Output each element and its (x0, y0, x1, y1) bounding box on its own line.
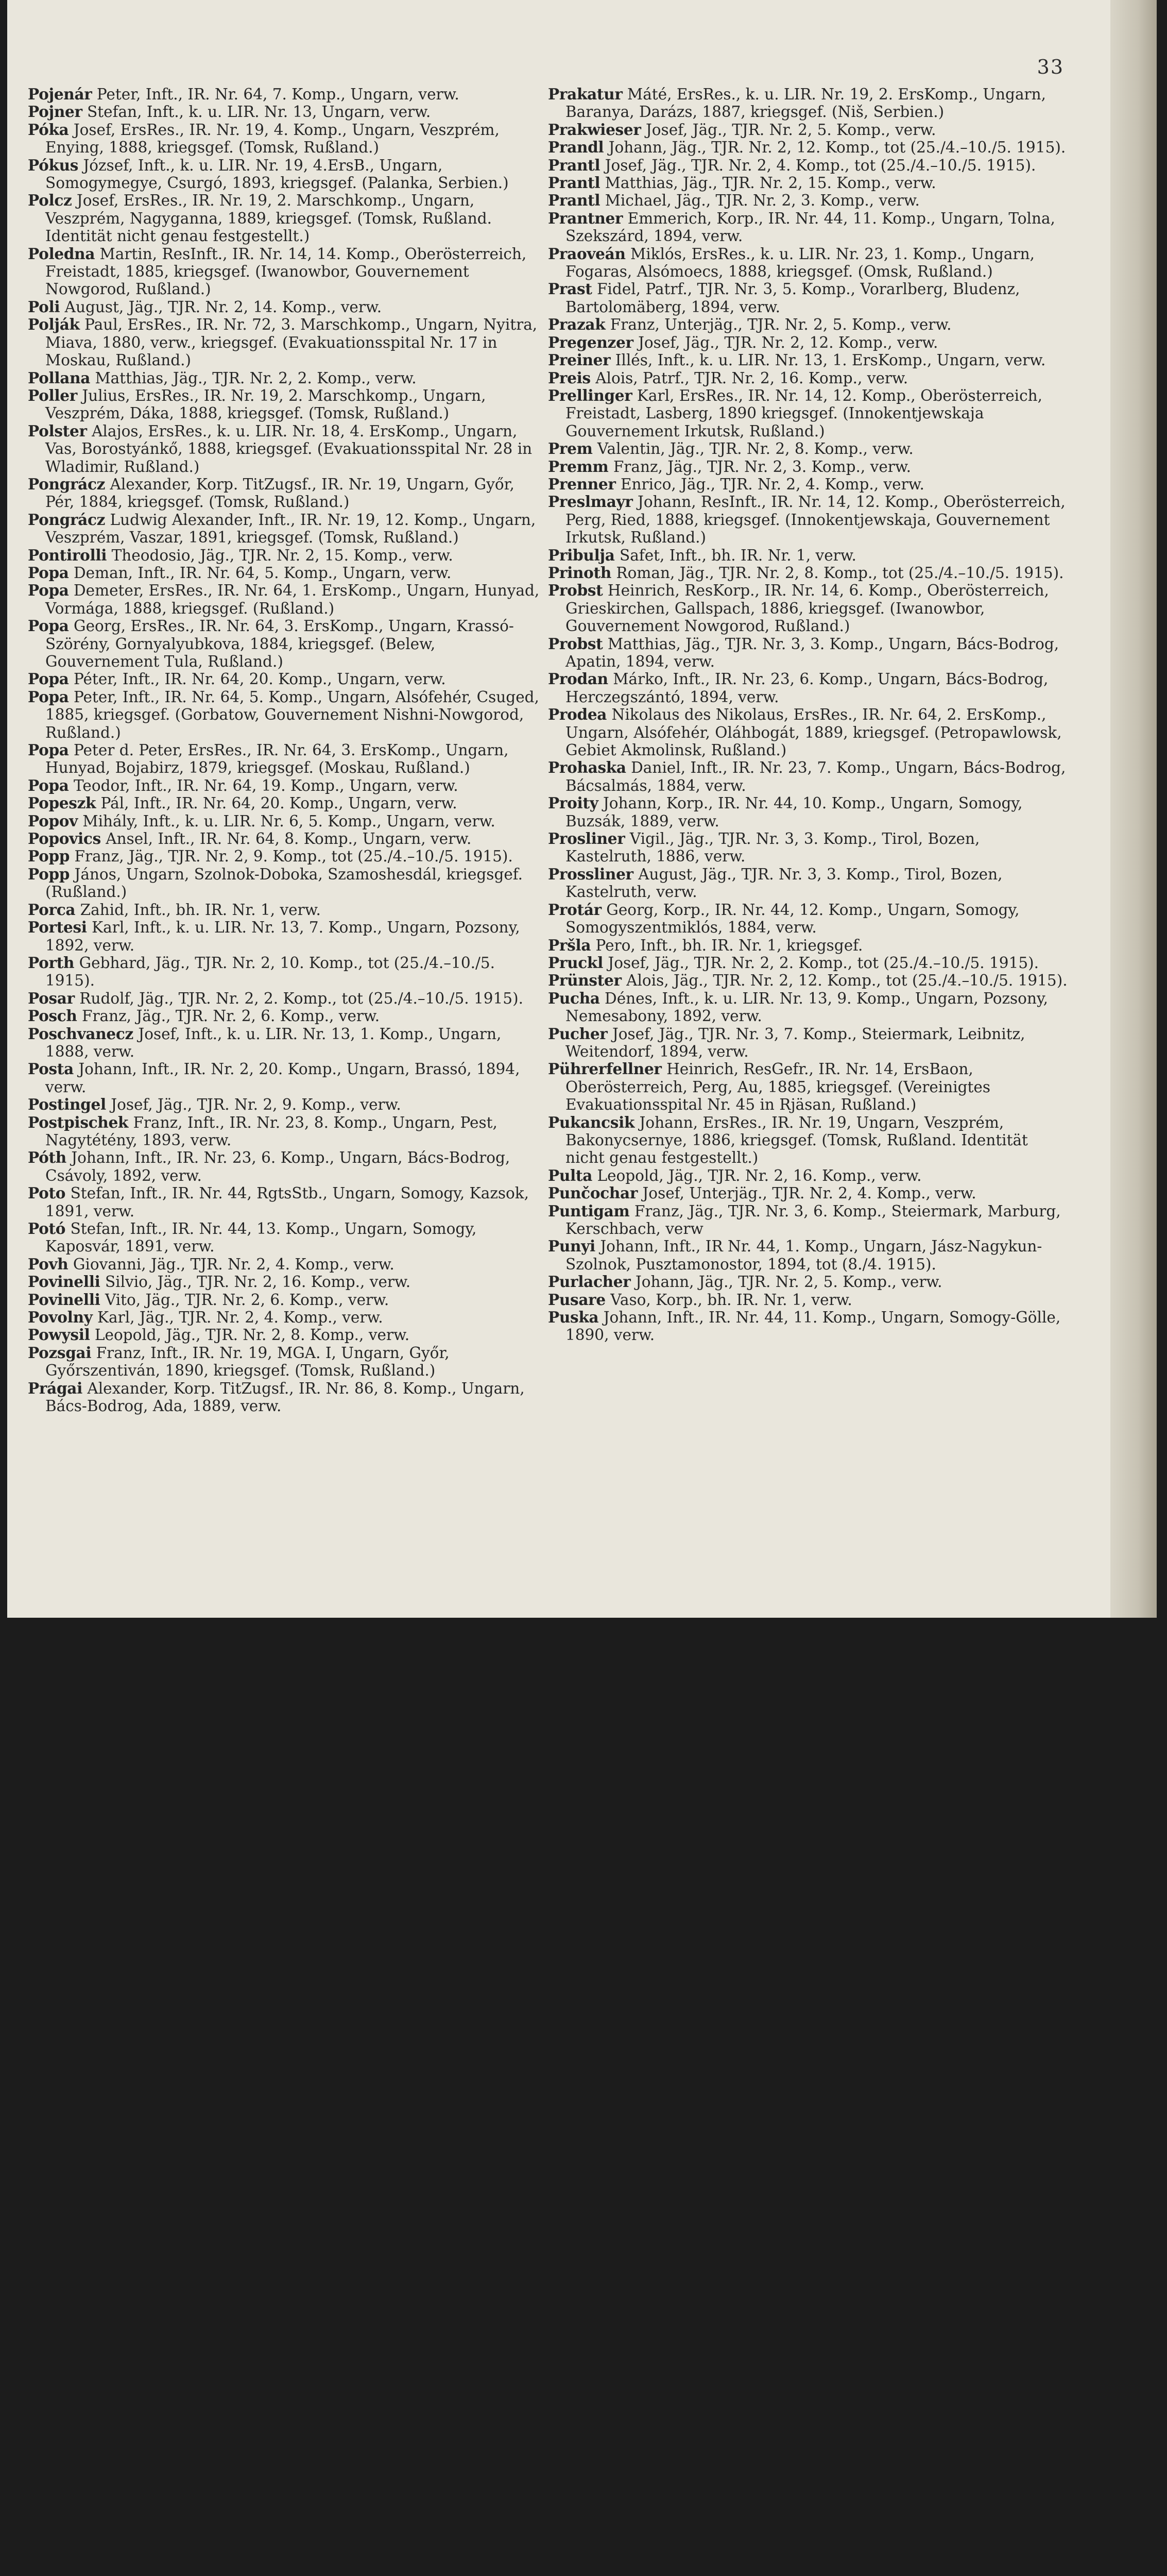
entry-details: Vito, Jäg., TJR. Nr. 2, 6. Komp., verw. (105, 1291, 389, 1309)
list-item (28, 1007, 548, 1025)
list-item (548, 86, 1068, 121)
list-item (548, 1025, 1068, 1061)
list-item (28, 564, 548, 582)
entry-details: Paul, ErsRes., IR. Nr. 72, 3. Marschkomp., Ungarn, Nyitra, Miava, 1880, verw., kriegsgef. (Evakuationsspital Nr. 17 in Moskau, Rußland.) (45, 316, 538, 369)
entry-details: Karl, Inft., k. u. LIR. Nr. 13, 7. Komp., Ungarn, Pozsony, 1892, verw. (45, 919, 520, 954)
list-item (548, 670, 1068, 706)
list-item (28, 422, 548, 476)
entry-surname: Pruckl (548, 953, 603, 972)
entry-surname: Pršla (548, 936, 591, 954)
entry-details: Heinrich, ResKorp., IR. Nr. 14, 6. Komp., Oberösterreich, Grieskirchen, Gallspach, 1886, kriegsgef. (Iwanowbor, Gouvernement Nowgorod, Rußland.) (565, 582, 1049, 635)
entry-surname: Proity (548, 794, 598, 812)
list-item (548, 866, 1068, 901)
list-item (548, 990, 1068, 1025)
list-item (28, 582, 548, 617)
entry-surname: Popovics (28, 829, 101, 848)
entry-surname: Posta (28, 1060, 74, 1078)
entry-details: Johann, Inft., IR. Nr. 23, 6. Komp., Ungarn, Bács-Bodrog, Csávoly, 1892, verw. (45, 1149, 510, 1184)
list-item (28, 1309, 548, 1326)
entry-details: Safet, Inft., bh. IR. Nr. 1, verw. (620, 546, 856, 564)
entry-details: Karl, Jäg., TJR. Nr. 2, 4. Komp., verw. (97, 1309, 383, 1327)
entry-details: Vigil., Jäg., TJR. Nr. 3, 3. Komp., Tirol, Bozen, Kastelruth, 1886, verw. (565, 830, 980, 866)
entry-surname: Portesi (28, 918, 87, 937)
list-item (28, 1326, 548, 1344)
entry-details: Josef, ErsRes., IR. Nr. 19, 2. Marschkomp., Ungarn, Veszprém, Nagyganna, 1889, kriegsgef. (Tomsk, Rußland. Identität nicht genau festgestellt.) (45, 192, 492, 245)
list-item (548, 901, 1068, 937)
entry-details: Julius, ErsRes., IR. Nr. 19, 2. Marschkomp., Ungarn, Veszprém, Dáka, 1888, kriegsgef. (Tomsk, Rußland.) (45, 386, 486, 422)
right-column (548, 86, 1068, 1344)
entry-details: Theodosio, Jäg., TJR. Nr. 2, 15. Komp., verw. (111, 546, 453, 564)
entry-surname: Posar (28, 989, 75, 1007)
entry-details: Alois, Patrf., TJR. Nr. 2, 16. Komp., verw. (595, 369, 908, 387)
entry-details: Franz, Jäg., TJR. Nr. 2, 9. Komp., tot (25./4.–10./5. 1915). (74, 848, 513, 866)
list-item (548, 121, 1068, 139)
entry-surname: Postpischek (28, 1113, 129, 1131)
entry-surname: Prakwieser (548, 120, 641, 139)
entry-details: Franz, Inft., IR. Nr. 19, MGA. I, Ungarn, Győr, Győrszentiván, 1890, kriegsgef. (Tomsk, Rußland.) (45, 1344, 450, 1380)
entry-details: János, Ungarn, Szolnok-Doboka, Szamoshesdál, kriegsgef. (Rußland.) (45, 865, 523, 901)
list-item (28, 1184, 548, 1220)
entry-surname: Prantl (548, 156, 600, 174)
list-item (28, 1256, 548, 1273)
entry-details: Martin, ResInft., IR. Nr. 14, 14. Komp., Oberösterreich, Freistadt, 1885, kriegsgef. (Iwanowbor, Gouvernement Nowgorod, Rußland.) (45, 245, 527, 298)
list-item (548, 794, 1068, 830)
entry-surname: Preslmayr (548, 493, 633, 511)
entry-surname: Punyi (548, 1237, 595, 1256)
entry-details: Josef, Jäg., TJR. Nr. 2, 9. Komp., verw. (111, 1096, 401, 1114)
entry-surname: Popa (28, 617, 69, 635)
entry-surname: Postingel (28, 1095, 106, 1114)
entry-surname: Poledna (28, 244, 95, 263)
entry-details: Peter, Inft., IR. Nr. 64, 5. Komp., Ungarn, Alsófehér, Csuged, 1885, kriegsgef. (Gorbatow, Gouvernement Nishni-Nowgorod, Rußland.) (45, 688, 539, 741)
list-item (548, 830, 1068, 866)
list-item (548, 351, 1068, 369)
entry-surname: Praoveán (548, 244, 626, 263)
entry-surname: Prossliner (548, 865, 633, 883)
entry-details: Alexander, Korp. TitZugsf., IR. Nr. 19, Ungarn, Győr, Pér, 1884, kriegsgef. (Tomsk, Rußland.) (45, 475, 514, 511)
list-item (28, 511, 548, 547)
entry-details: Máté, ErsRes., k. u. LIR. Nr. 19, 2. ErsKomp., Ungarn, Baranya, Darázs, 1887, kriegsgef. (Niš, Serbien.) (565, 86, 1046, 121)
entry-details: Miklós, ErsRes., k. u. LIR. Nr. 23, 1. Komp., Ungarn, Fogaras, Alsómoecs, 1888, kriegsgef. (Omsk, Rußland.) (565, 245, 1035, 281)
entry-surname: Povolny (28, 1308, 93, 1327)
entry-details: Franz, Jäg., TJR. Nr. 2, 6. Komp., verw. (81, 1007, 380, 1025)
entry-details: Josef, Jäg., TJR. Nr. 2, 2. Komp., tot (25./4.–10./5. 1915). (608, 954, 1039, 972)
entry-surname: Prantner (548, 209, 623, 227)
list-item (548, 582, 1068, 635)
entry-surname: Pucha (548, 989, 600, 1007)
entry-surname: Prantl (548, 191, 600, 210)
entry-surname: Polcz (28, 191, 72, 210)
entry-details: Ludwig Alexander, Inft., IR. Nr. 19, 12. Komp., Ungarn, Veszprém, Vaszar, 1891, kriegsgef. (Tomsk, Rußland.) (45, 511, 536, 547)
entry-details: Márko, Inft., IR. Nr. 23, 6. Komp., Ungarn, Bács-Bodrog, Herczegszántó, 1894, verw. (565, 670, 1049, 706)
entry-details: Matthias, Jäg., TJR. Nr. 2, 2. Komp., verw. (95, 369, 417, 387)
entry-surname: Prünster (548, 971, 622, 990)
entry-surname: Prakatur (548, 85, 623, 103)
list-item (28, 1220, 548, 1256)
entry-surname: Polster (28, 421, 87, 440)
page-edge-shadow (1110, 0, 1157, 1618)
entry-surname: Preiner (548, 351, 611, 369)
entry-details: Rudolf, Jäg., TJR. Nr. 2, 2. Komp., tot (25./4.–10./5. 1915). (79, 989, 523, 1007)
list-item (28, 1096, 548, 1113)
entry-details: Emmerich, Korp., IR. Nr. 44, 11. Komp., Ungarn, Tolna, Szekszárd, 1894, verw. (565, 209, 1055, 245)
entry-details: Stefan, Inft., IR. Nr. 44, 13. Komp., Ungarn, Somogy, Kaposvár, 1891, verw. (45, 1220, 477, 1256)
list-item (28, 157, 548, 192)
entry-details: Josef, Jäg., TJR. Nr. 2, 12. Komp., verw. (638, 333, 938, 351)
list-item (28, 369, 548, 387)
list-item (548, 1238, 1068, 1273)
list-item (548, 1184, 1068, 1202)
list-item (28, 86, 548, 103)
list-item (548, 1060, 1068, 1113)
list-item (28, 1380, 548, 1415)
entry-surname: Punčochar (548, 1184, 638, 1202)
entry-details: Josef, Jäg., TJR. Nr. 2, 4. Komp., tot (25./4.–10./5. 1915). (605, 156, 1036, 174)
entry-details: Heinrich, ResGefr., IR. Nr. 14, ErsBaon, Oberösterreich, Perg, Au, 1885, kriegsgef. (Vereinigtes Evakuationsspital Nr. 45 in Rjäsan, Rußland.) (565, 1060, 991, 1114)
entry-surname: Povh (28, 1255, 68, 1273)
list-item (28, 1149, 548, 1184)
entry-details: Gebhard, Jäg., TJR. Nr. 2, 10. Komp., tot (25./4.–10./5. 1915). (45, 954, 495, 990)
entry-surname: Powysil (28, 1326, 90, 1344)
list-item (548, 493, 1068, 546)
entry-surname: Popa (28, 776, 69, 794)
entry-surname: Premm (548, 457, 609, 476)
entry-details: Franz, Jäg., TJR. Nr. 2, 3. Komp., verw. (613, 457, 912, 476)
list-item (548, 1114, 1068, 1167)
entry-surname: Popp (28, 865, 70, 883)
entry-surname: Popa (28, 670, 69, 688)
list-item (28, 830, 548, 848)
list-item (548, 174, 1068, 192)
list-item (548, 476, 1068, 493)
list-item (28, 316, 548, 369)
entry-surname: Potó (28, 1219, 66, 1238)
list-item (28, 245, 548, 298)
entry-details: Georg, ErsRes., IR. Nr. 64, 3. ErsKomp., Ungarn, Krassó-Szörény, Gornyalyubkova, 1884, kriegsgef. (Belew, Gouvernement Tula, Rußland.) (45, 617, 514, 670)
scanned-page (7, 0, 1157, 1618)
list-item (28, 866, 548, 901)
entry-surname: Puska (548, 1308, 599, 1327)
entry-details: Johann, Jäg., TJR. Nr. 2, 12. Komp., tot (25./4.–10./5. 1915). (608, 139, 1066, 157)
list-item (28, 547, 548, 564)
entry-details: Illés, Inft., k. u. LIR. Nr. 13, 1. ErsKomp., Ungarn, verw. (615, 351, 1046, 369)
entry-surname: Prodea (548, 705, 607, 724)
list-item (548, 1167, 1068, 1184)
list-item (28, 670, 548, 688)
list-item (28, 298, 548, 316)
entry-surname: Popa (28, 741, 69, 759)
entry-details: Peter d. Peter, ErsRes., IR. Nr. 64, 3. ErsKomp., Ungarn, Hunyad, Bojabirz, 1879, kriegsgef. (Moskau, Rußland.) (45, 741, 509, 777)
list-item (28, 617, 548, 670)
entry-surname: Pribulja (548, 546, 615, 564)
entry-details: August, Jäg., TJR. Nr. 3, 3. Komp., Tirol, Bozen, Kastelruth, verw. (565, 865, 1003, 901)
entry-details: Georg, Korp., IR. Nr. 44, 12. Komp., Ungarn, Somogy, Somogyszentmiklós, 1884, verw. (565, 901, 1020, 937)
entry-details: Demeter, ErsRes., IR. Nr. 64, 1. ErsKomp., Ungarn, Hunyad, Vormága, 1888, kriegsgef. (Rußland.) (45, 582, 540, 617)
entry-details: Stefan, Inft., IR. Nr. 44, RgtsStb., Ungarn, Somogy, Kazsok, 1891, verw. (45, 1184, 529, 1220)
list-item (548, 706, 1068, 759)
entry-surname: Prohaska (548, 758, 626, 777)
list-item (548, 369, 1068, 387)
list-item (28, 794, 548, 812)
entry-surname: Poschvanecz (28, 1024, 133, 1043)
list-item (548, 547, 1068, 564)
entry-details: Josef, Inft., k. u. LIR. Nr. 13, 1. Komp., Ungarn, 1888, verw. (45, 1025, 502, 1060)
list-item (548, 210, 1068, 245)
entry-surname: Polják (28, 315, 80, 334)
entry-details: Pero, Inft., bh. IR. Nr. 1, kriegsgef. (595, 936, 863, 954)
entry-surname: Popeszk (28, 794, 96, 812)
entry-details: Vaso, Korp., bh. IR. Nr. 1, verw. (610, 1291, 852, 1309)
entry-surname: Pucher (548, 1024, 608, 1043)
list-item (548, 334, 1068, 351)
entry-surname: Povinelli (28, 1273, 100, 1291)
list-item (548, 937, 1068, 954)
list-item (548, 759, 1068, 794)
list-item (28, 1291, 548, 1309)
list-item (548, 316, 1068, 333)
entry-details: Stefan, Inft., k. u. LIR. Nr. 13, Ungarn, verw. (87, 103, 431, 121)
entry-surname: Pulta (548, 1166, 593, 1184)
entry-details: Peter, Inft., IR. Nr. 64, 7. Komp., Ungarn, verw. (96, 86, 459, 103)
entry-surname: Pojner (28, 103, 82, 121)
entry-surname: Pukancsik (548, 1113, 635, 1131)
entry-surname: Poli (28, 297, 60, 316)
entry-details: Mihály, Inft., k. u. LIR. Nr. 6, 5. Komp., Ungarn, verw. (82, 812, 495, 830)
entry-surname: Prinoth (548, 563, 612, 582)
list-item (548, 1291, 1068, 1309)
list-item (28, 954, 548, 990)
viewer-footer (0, 1618, 1167, 1718)
entry-details: Franz, Inft., IR. Nr. 23, 8. Komp., Ungarn, Pest, Nagytétény, 1893, verw. (45, 1113, 497, 1149)
entry-details: Franz, Jäg., TJR. Nr. 3, 6. Komp., Steiermark, Marburg, Kerschbach, verw (565, 1202, 1061, 1238)
entry-surname: Puntigam (548, 1201, 630, 1220)
page-number: 33 (1037, 56, 1064, 78)
entry-details: Alois, Jäg., TJR. Nr. 2, 12. Komp., tot (25./4.–10./5. 1915). (626, 972, 1068, 990)
entry-surname: Pozsgai (28, 1343, 92, 1362)
entry-details: Josef, ErsRes., IR. Nr. 19, 4. Komp., Ungarn, Veszprém, Enying, 1888, kriegsgef. (Tomsk, Rußland.) (45, 121, 500, 157)
entry-surname: Póka (28, 120, 69, 139)
list-item (28, 121, 548, 157)
entry-surname: Popa (28, 687, 69, 706)
list-item (548, 1309, 1068, 1344)
list-item (548, 635, 1068, 671)
entry-surname: Pregenzer (548, 333, 633, 351)
entry-details: Giovanni, Jäg., TJR. Nr. 2, 4. Komp., verw. (73, 1255, 394, 1273)
entry-details: Nikolaus des Nikolaus, ErsRes., IR. Nr. 64, 2. ErsKomp., Ungarn, Alsófehér, Oláhbogát, 1889, kriegsgef. (Petropawlowsk, Gebiet Akmolinsk, Rußland.) (565, 706, 1062, 759)
entry-details: Zahid, Inft., bh. IR. Nr. 1, verw. (80, 901, 321, 919)
entry-details: Michael, Jäg., TJR. Nr. 2, 3. Komp., verw. (605, 192, 920, 210)
list-item (28, 192, 548, 245)
entry-details: Alexander, Korp. TitZugsf., IR. Nr. 86, 8. Komp., Ungarn, Bács-Bodrog, Ada, 1889, verw. (45, 1379, 525, 1415)
list-item (28, 1025, 548, 1061)
entry-surname: Probst (548, 634, 603, 653)
list-item (28, 476, 548, 511)
entry-surname: Pongrácz (28, 510, 106, 529)
list-item (28, 990, 548, 1007)
entry-surname: Prazak (548, 315, 606, 334)
list-item (548, 1273, 1068, 1291)
entry-surname: Povinelli (28, 1290, 100, 1309)
entry-surname: Pontirolli (28, 546, 107, 564)
entry-details: Pál, Inft., IR. Nr. 64, 20. Komp., Ungarn, verw. (100, 794, 457, 812)
list-item (28, 1060, 548, 1096)
entry-surname: Popov (28, 811, 78, 830)
entry-details: Johann, Korp., IR. Nr. 44, 10. Komp., Ungarn, Somogy, Buzsák, 1889, verw. (565, 794, 1023, 830)
list-item (548, 139, 1068, 156)
entry-details: Johann, Inft., IR. Nr. 44, 11. Komp., Ungarn, Somogy-Gölle, 1890, verw. (565, 1309, 1061, 1344)
entry-surname: Pókus (28, 156, 79, 174)
entry-details: Josef, Unterjäg., TJR. Nr. 2, 4. Komp., verw. (642, 1184, 976, 1202)
entry-surname: Prosliner (548, 829, 625, 848)
entry-details: Fidel, Patrf., TJR. Nr. 3, 5. Komp., Vorarlberg, Bludenz, Bartolomäberg, 1894, verw. (565, 280, 1020, 316)
entry-details: Johann, ResInft., IR. Nr. 14, 12. Komp., Oberösterreich, Perg, Ried, 1888, kriegsgef. (Innokentjewskaja, Gouvernement Irkutsk, Rußland.) (565, 493, 1066, 547)
entry-surname: Preis (548, 368, 591, 387)
entry-surname: Prandl (548, 138, 604, 157)
entry-surname: Protár (548, 900, 602, 919)
entry-surname: Prodan (548, 670, 608, 688)
list-item (28, 103, 548, 121)
entry-details: Matthias, Jäg., TJR. Nr. 2, 15. Komp., verw. (605, 174, 936, 192)
entry-details: August, Jäg., TJR. Nr. 2, 14. Komp., verw. (64, 298, 382, 316)
list-item (28, 901, 548, 919)
entry-details: Josef, Jäg., TJR. Nr. 2, 5. Komp., verw. (645, 121, 936, 139)
entry-surname: Pührerfellner (548, 1060, 662, 1078)
entry-details: Daniel, Inft., IR. Nr. 23, 7. Komp., Ungarn, Bács-Bodrog, Bácsalmás, 1884, verw. (565, 759, 1066, 794)
list-item (548, 564, 1068, 582)
entry-surname: Pusare (548, 1290, 606, 1309)
entry-details: Johann, Jäg., TJR. Nr. 2, 5. Komp., verw. (635, 1273, 942, 1291)
left-column (28, 86, 548, 1415)
entry-details: Roman, Jäg., TJR. Nr. 2, 8. Komp., tot (25./4.–10./5. 1915). (616, 564, 1064, 582)
list-item (28, 777, 548, 794)
list-item (548, 954, 1068, 972)
entry-details: Teodor, Inft., IR. Nr. 64, 19. Komp., Ungarn, verw. (74, 776, 458, 794)
entry-surname: Prellinger (548, 386, 632, 404)
list-item (548, 387, 1068, 440)
entry-surname: Porca (28, 900, 76, 919)
entry-surname: Prem (548, 439, 593, 458)
entry-details: Ansel, Inft., IR. Nr. 64, 8. Komp., Ungarn, verw. (106, 830, 472, 848)
entry-surname: Pojenár (28, 85, 92, 103)
list-item (28, 1273, 548, 1291)
entry-surname: Popa (28, 581, 69, 600)
entry-surname: Poller (28, 386, 77, 404)
entry-surname: Popa (28, 563, 69, 582)
entry-surname: Porth (28, 953, 75, 972)
entry-surname: Prenner (548, 474, 616, 493)
entry-surname: Popp (28, 847, 70, 866)
list-item (548, 245, 1068, 281)
entry-details: Matthias, Jäg., TJR. Nr. 3, 3. Komp., Ungarn, Bács-Bodrog, Apatin, 1894, verw. (565, 635, 1059, 670)
entry-surname: Purlacher (548, 1273, 631, 1291)
entry-details: Franz, Unterjäg., TJR. Nr. 2, 5. Komp., verw. (610, 316, 952, 334)
entry-surname: Posch (28, 1007, 77, 1025)
entry-surname: Prast (548, 280, 592, 298)
list-item (28, 741, 548, 777)
list-item (548, 440, 1068, 457)
list-item (28, 848, 548, 865)
entry-details: Péter, Inft., IR. Nr. 64, 20. Komp., Ungarn, verw. (74, 670, 446, 688)
entry-surname: Prágai (28, 1379, 82, 1397)
list-item (548, 280, 1068, 316)
entry-details: Alajos, ErsRes., k. u. LIR. Nr. 18, 4. ErsKomp., Ungarn, Vas, Borostyánkő, 1888, kriegsgef. (Evakuationsspital Nr. 28 in Wladimir, Rußland.) (45, 422, 533, 476)
entry-details: Josef, Jäg., TJR. Nr. 3, 7. Komp., Steiermark, Leibnitz, Weitendorf, 1894, verw. (565, 1025, 1025, 1060)
entry-surname: Póth (28, 1148, 66, 1167)
entry-surname: Poto (28, 1184, 66, 1202)
list-item (548, 1202, 1068, 1238)
entry-details: Johann, ErsRes., IR. Nr. 19, Ungarn, Veszprém, Bakonycsernye, 1886, kriegsgef. (Tomsk, Rußland. Identität nicht genau festgestellt.) (565, 1113, 1028, 1167)
entry-surname: Pollana (28, 368, 91, 387)
entry-details: Deman, Inft., IR. Nr. 64, 5. Komp., Ungarn, verw. (74, 564, 452, 582)
list-item (28, 1114, 548, 1149)
entry-details: Leopold, Jäg., TJR. Nr. 2, 8. Komp., verw. (94, 1326, 410, 1344)
list-item (28, 919, 548, 954)
entry-details: Silvio, Jäg., TJR. Nr. 2, 16. Komp., verw. (105, 1273, 411, 1291)
list-item (548, 972, 1068, 989)
entry-details: Johann, Inft., IR. Nr. 2, 20. Komp., Ungarn, Brassó, 1894, verw. (45, 1060, 520, 1096)
list-item (28, 812, 548, 830)
entry-details: Valentin, Jäg., TJR. Nr. 2, 8. Komp., verw. (597, 440, 914, 458)
list-item (28, 387, 548, 422)
list-item (548, 458, 1068, 476)
entry-details: Karl, ErsRes., IR. Nr. 14, 12. Komp., Oberösterreich, Freistadt, Lasberg, 1890 kriegsgef. (Innokentjewskaja Gouvernement Irkutsk, Rußland.) (565, 386, 1042, 440)
entry-surname: Pongrácz (28, 474, 106, 493)
entry-details: Enrico, Jäg., TJR. Nr. 2, 4. Komp., verw. (621, 475, 924, 493)
list-item (28, 688, 548, 741)
list-item (28, 1344, 548, 1380)
entry-details: Dénes, Inft., k. u. LIR. Nr. 13, 9. Komp., Ungarn, Pozsony, Nemesabony, 1892, verw. (565, 989, 1049, 1025)
entry-details: Leopold, Jäg., TJR. Nr. 2, 16. Komp., verw. (597, 1166, 922, 1184)
entry-surname: Probst (548, 581, 603, 600)
list-item (548, 157, 1068, 174)
entry-details: József, Inft., k. u. LIR. Nr. 19, 4.ErsB., Ungarn, Somogymegye, Csurgó, 1893, kriegsgef. (Palanka, Serbien.) (45, 156, 509, 192)
entry-details: Johann, Inft., IR Nr. 44, 1. Komp., Ungarn, Jász-Nagykun-Szolnok, Pusztamonostor, 1894, tot (8./4. 1915). (565, 1238, 1042, 1273)
list-item (548, 192, 1068, 209)
entry-surname: Prantl (548, 174, 600, 192)
